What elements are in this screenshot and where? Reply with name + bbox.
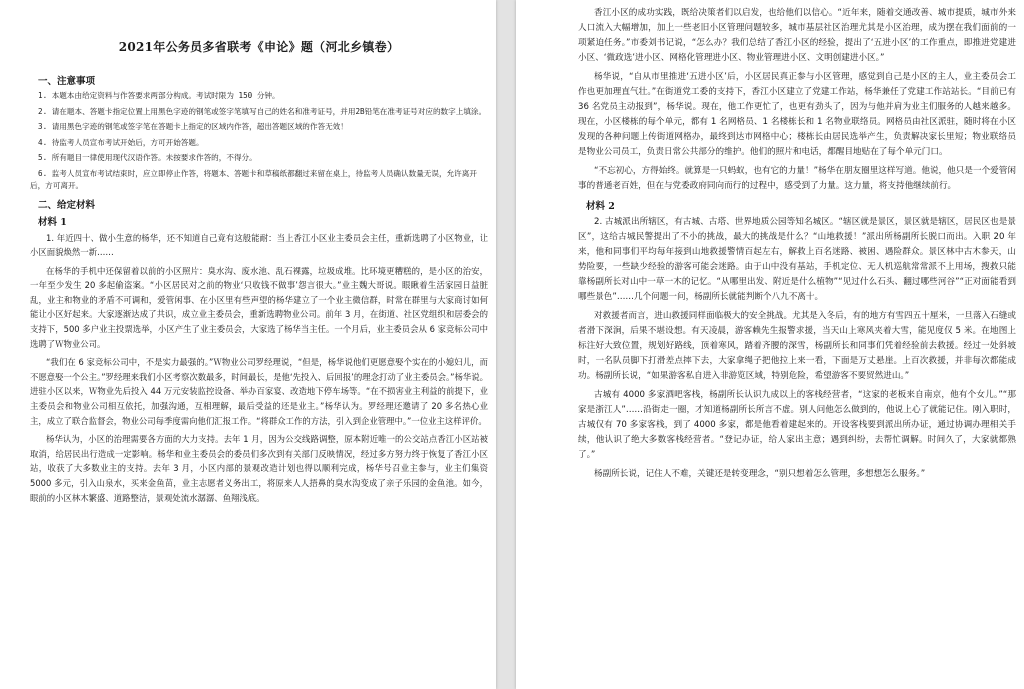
paragraph: 杨副所长说，记住人不难，关键还是转变理念，“别只想着怎么管理，多想想怎么服务。”	[594, 469, 926, 479]
note-item-6: 6. 监考人员宣布考试结束时，应立即停止作答，将题本、答题卡和草稿纸都翻过来留在桌上，待监考人员确认数量无误，允许离开后，方可离开。	[30, 168, 477, 190]
paragraph: “不忘初心，方得始终。就算是一只蚂蚁，也有它的力量！”杨华在朋友圈里这样写道。他说，他只是一个爱管闲事的普通老百姓，但在与党委政府同向而行的过程中，感受到了力量。这力量，将支持他继续前行。	[578, 166, 1016, 191]
note-item-2: 2. 请在题本、答题卡指定位置上用黑色字迹的钢笔或签字笔填写自己的姓名和准考证号，并用2B铅笔在准考证号对应的数字上填涂。	[38, 106, 487, 116]
note-item-4: 4. 待监考人员宣布考试开始后，方可开始答题。	[38, 137, 204, 147]
materials-heading: 二、给定材料	[38, 199, 96, 211]
page-title: 2021年公务员多省联考《申论》题（河北乡镇卷）	[118, 40, 400, 54]
paragraph: 杨华说，“自从市里推进‘五进小区’后，小区居民真正参与小区管理，感觉到自己是小区的主人，业主委员会工作也更加理直气壮。”在街道党工委的支持下，香江小区建立了党建工作站，杨华兼任了党建工作站站长。“目前已有 36 名党员主动报到”，杨华说。现在，他工作更忙了，也更有劲头了，因为与他并肩为业主们服务的人越来越多。现在，小区楼栋的每个单元，都有 1 名网格员、1 名楼栋长和 1 名物业联络员。网格员由社区派驻，随时将在小区发现的各种问题上传街道网格办，最终到达市网格中心；楼栋长由居民选举产生，负责解决家长里短；物业联络员是物业公司员工，负责日常公共部分的维护。他们的照片和电话，都醒目地贴在了每个单元门口。	[578, 72, 1016, 157]
document-page-left	[0, 0, 496, 689]
paragraph: 香江小区的成功实践，既给决策者们以启发，也给他们以信心。“近年来，随着交通改善、城市提质，城市外来人口流入大幅增加，加上一些老旧小区管理问题较多，城市基层社区治理尤其是小区治理，成为摆在我们面前的一项紧迫任务。”市委刘书记说，“怎么办？我们总结了香江小区的经验，提出了‘五进小区’的工作重点，即推进党建进小区、‘微政选’进小区、网格化管理进小区、物业管理进小区、文明创建进小区。”	[578, 8, 1016, 63]
paragraph: 在杨华的手机中还保留着以前的小区照片：臭水沟、废水池、乱石裸露，垃圾成堆。比环境更糟糕的，是小区的治安，一年至少发生 20 多起偷盗案。“小区居民对之前的物业‘只收钱不做事’怨言很大。”业主魏大哥说。眼瞅着生活家园日益脏乱，业主和物业的矛盾不可调和，爱管闲事、在小区里有些声望的杨华建立了一个业主微信群，时常在群里与大家商讨如何能让小区好起来。大家逐渐达成了共识，成立业主委员会，重新选聘物业公司。前年 3 月，在街道、社区党组织和居委会的支持下，500 多户业主投票选举，小区产生了业主委员会，大家选了杨华当主任。一个月后，业主委员会从 6 家竞标公司中选聘了Ｗ物业公司。	[30, 265, 488, 349]
paragraph: 杨华认为，小区的治理需要各方面的大力支持。去年 1 月，因为公交线路调整，原本附近唯一的公交站点香江小区站被取消，给居民出行造成一定影响。杨华和业主委员会的委员们多次到有关部门反映情况，经过多方努力终于恢复了香江小区站，收获了大多数业主的支持。去年 3 月，小区内部的景观改造计划也得以顺利完成，杨华号召业主参与，业主们集资 5000 多元，引入山泉水，买来金鱼苗，业主志愿者义务出工，将原来人人捂鼻的臭水沟变成了亲子乐园的金鱼池。如今，眼前的小区林木繁盛、道路整洁，景观处流水潺潺、鱼翔浅底。	[30, 434, 488, 503]
document-page-right	[516, 0, 1024, 689]
material-1-label: 材料 1	[38, 216, 67, 228]
paragraph: 对救援者而言，进山救援同样面临极大的安全挑战。尤其是入冬后，有的地方有雪四五十厘米，一旦落入石缝或者滑下深涧，后果不堪设想。有天凌晨，游客赖先生报警求援，当天山上寒风夹着大雪，能见度仅 5 米。在地图上标注好大致位置，规划好路线，顶着寒风，踏着齐腰的深雪，杨副所长和同事们凭着经验前去救援。经过一处斜坡时，一名队员脚下打滑差点摔下去，大家拿绳子把他拉上来一看，下面是万丈悬崖。上百次救援，并非每次都能成功。杨副所长说，“如果游客私自进入非游览区域，特别危险，希望游客不要贸然进山。”	[578, 311, 1016, 381]
note-item-3: 3. 请用黑色字迹的钢笔或签字笔在答题卡上指定的区域内作答，超出答题区域的作答无效！	[38, 122, 348, 131]
note-item-5: 5. 所有题目一律使用现代汉语作答。未按要求作答的，不得分。	[38, 153, 257, 162]
material-2-label: 材料 2	[586, 201, 615, 212]
paragraph: 古城有 4000 多家酒吧客栈，杨副所长认识九成以上的客栈经营者，“这家的老板来自南京，他有个女儿。”“那家是浙江人”……沿街走一圈，才知道杨副所长所言不虚。别人问他怎么做到的，他说上心了就能记住。刚入职时，古城仅有 70 多家客栈，到了 4000 多家，都是他看着建起来的。开设客栈要到派出所办证，通过协调办理相关手续，他认识了绝大多数客栈经营者。“登记办证，给人家出主意；遇到纠纷，去帮忙调解。时间久了，大家就都熟了。”	[578, 390, 1016, 460]
paragraph: 1. 年近四十、做小生意的杨华，还不知道自己竟有这般能耐：当上香江小区业主委员会主任，重新选聘了小区物业，让小区面貌焕然一新……	[30, 232, 488, 258]
paragraph: “我们在 6 家竞标公司中，不是实力最强的。”Ｗ物业公司罗经理说，“但是，杨华说他们更愿意娶个实在的小媳妇儿，而不愿意娶一个公主。”罗经理来我们小区考察次数最多，时间最长，是他‘先投入、后回报’的理念打动了业主委员会。”杨华说。进驻小区以来，Ｗ物业先后投入 44 万元安装监控设备、举办百家宴、改造地下停车场等。“在不损害业主利益的前提下，业主委员会和物业公司相互依托，加强沟通，互相理解，最后受益的还是业主。”杨华认为。罗经理还邀请了 20 多名热心业主，成立了联合监督会，物业公司每季度需向他们汇报工作。“将群众工作的方法，引入到企业管理中。”一位业主这样评价。	[30, 357, 488, 426]
paragraph: 2. 古城派出所辖区，有古城、古塔、世界地质公园等知名城区。“辖区就是景区，景区就是辖区，居民区也是景区”，这给古城民警提出了不小的挑战，最大的挑战是什么？“山地救援！”派出所杨副所长脱口而出。入职 20 年来，他和同事们平均每年接到山地救援警情百起左右，解救上百名迷路、被困、遇险群众。景区林中古木参天，山势险要，一些缺少经验的游客可能会迷路。由于山中没有基站，手机定位、无人机巡航常常派不上用场，搜救只能靠杨副所长对山中一草一木的记忆。“从哪里出发、附近是什么植物”“见过什么石头、翻过哪些河谷”“正对面能看到哪些景色”……几个问题一问，杨副所长就能判断个八九不离十。	[578, 217, 1016, 302]
notes-heading: 一、注意事项	[38, 76, 96, 87]
note-item-1: 1. 本题本由给定资料与作答要求两部分构成。考试时限为 150 分钟。	[38, 91, 280, 100]
